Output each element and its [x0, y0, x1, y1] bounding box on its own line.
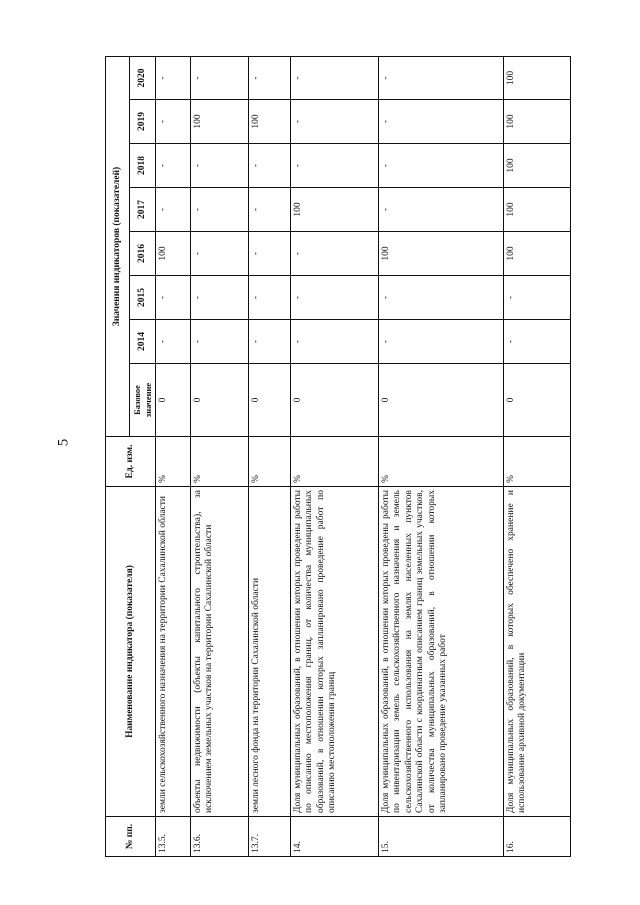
row-name: Доля муниципальных образований, в которых обеспечено хранение и использование архивной документации — [504, 487, 571, 817]
row-value: 100 — [379, 232, 504, 276]
row-value: - — [379, 276, 504, 320]
header-name: Наименование индикатора (показателя) — [106, 487, 156, 817]
header-year: 2020 — [130, 56, 156, 99]
table-row — [379, 56, 504, 856]
row-value: - — [379, 188, 504, 232]
row-value: - — [249, 232, 291, 276]
row-unit: % — [191, 437, 249, 487]
row-value: - — [249, 320, 291, 364]
row-value: - — [156, 144, 191, 188]
row-value: - — [291, 56, 379, 99]
row-value: - — [191, 320, 249, 364]
row-value: - — [379, 100, 504, 144]
header-year: 2015 — [130, 276, 156, 320]
row-name: Доля муниципальных образований, в отношении которых проведены работы по инвентаризации земель сельскохозяйственного назначения и земель сельскохозяйственного использования на землях населенных пунктов Сахалинской области с координатным описанием границ земельных участков, от количества муниципальных образований, в отношении которых запланировано проведение указанных работ — [379, 487, 504, 817]
row-value: - — [191, 56, 249, 99]
row-value: 100 — [504, 56, 571, 99]
indicators-table — [105, 56, 571, 857]
row-value: - — [191, 232, 249, 276]
row-base: 0 — [156, 364, 191, 437]
header-year: 2019 — [130, 100, 156, 144]
row-unit: % — [249, 437, 291, 487]
row-base: 0 — [249, 364, 291, 437]
row-number: 13.6. — [191, 817, 249, 857]
header-base: Базовое значение — [130, 364, 156, 437]
table-row — [191, 56, 249, 856]
page-number: 5 — [55, 438, 72, 447]
row-value: - — [291, 276, 379, 320]
row-value: 100 — [504, 188, 571, 232]
row-value: - — [156, 188, 191, 232]
row-value: - — [379, 320, 504, 364]
row-value: - — [156, 100, 191, 144]
table-row — [249, 56, 291, 856]
row-name: объекты недвижимости (объекты капитального строительства), за исключением земельных участков на территории Сахалинской области — [191, 487, 249, 817]
row-name: земли лесного фонда на территории Сахалинской области — [249, 487, 291, 817]
row-value: - — [191, 188, 249, 232]
row-unit: % — [504, 437, 571, 487]
row-number: 13.5. — [156, 817, 191, 857]
row-value: - — [291, 232, 379, 276]
row-value: 100 — [504, 100, 571, 144]
row-value: 100 — [504, 144, 571, 188]
row-value: 100 — [504, 232, 571, 276]
header-values-group: Значения индикаторов (показателей) — [106, 56, 130, 436]
row-value: - — [156, 276, 191, 320]
header-year: 2018 — [130, 144, 156, 188]
row-value: - — [249, 276, 291, 320]
row-value: 100 — [191, 100, 249, 144]
row-value: 100 — [291, 188, 379, 232]
table-row — [291, 56, 379, 856]
row-base: 0 — [504, 364, 571, 437]
row-value: 100 — [249, 100, 291, 144]
row-number: 16. — [504, 817, 571, 857]
row-number: 15. — [379, 817, 504, 857]
table-row — [504, 56, 571, 856]
header-num: № пп. — [106, 817, 156, 857]
row-value: - — [291, 144, 379, 188]
row-value: - — [156, 320, 191, 364]
row-name: Доля муниципальных образований, в отношении которых проведены работы по описанию местоположения границ, от количества муниципальных образований, в отношении которых запланировано проведение работ по описанию местоположения границ — [291, 487, 379, 817]
row-value: - — [379, 144, 504, 188]
header-year: 2016 — [130, 232, 156, 276]
header-row-1 — [106, 56, 130, 856]
row-value: - — [291, 100, 379, 144]
row-name: земли сельскохозяйственного назначения на территории Сахалинской области — [156, 487, 191, 817]
row-unit: % — [379, 437, 504, 487]
indicators-table-rotated — [105, 57, 570, 857]
row-value: - — [191, 144, 249, 188]
row-value: - — [191, 276, 249, 320]
row-value: - — [504, 276, 571, 320]
row-unit: % — [156, 437, 191, 487]
row-base: 0 — [291, 364, 379, 437]
header-unit: Ед. изм. — [106, 437, 156, 487]
row-value: - — [504, 320, 571, 364]
header-year: 2014 — [130, 320, 156, 364]
row-value: 100 — [156, 232, 191, 276]
header-year: 2017 — [130, 188, 156, 232]
row-value: - — [249, 144, 291, 188]
row-value: - — [156, 56, 191, 99]
row-base: 0 — [191, 364, 249, 437]
row-number: 13.7. — [249, 817, 291, 857]
table-row — [156, 56, 191, 856]
row-value: - — [249, 56, 291, 99]
row-value: - — [249, 188, 291, 232]
row-unit: % — [291, 437, 379, 487]
row-number: 14. — [291, 817, 379, 857]
row-value: - — [379, 56, 504, 99]
row-base: 0 — [379, 364, 504, 437]
row-value: - — [291, 320, 379, 364]
